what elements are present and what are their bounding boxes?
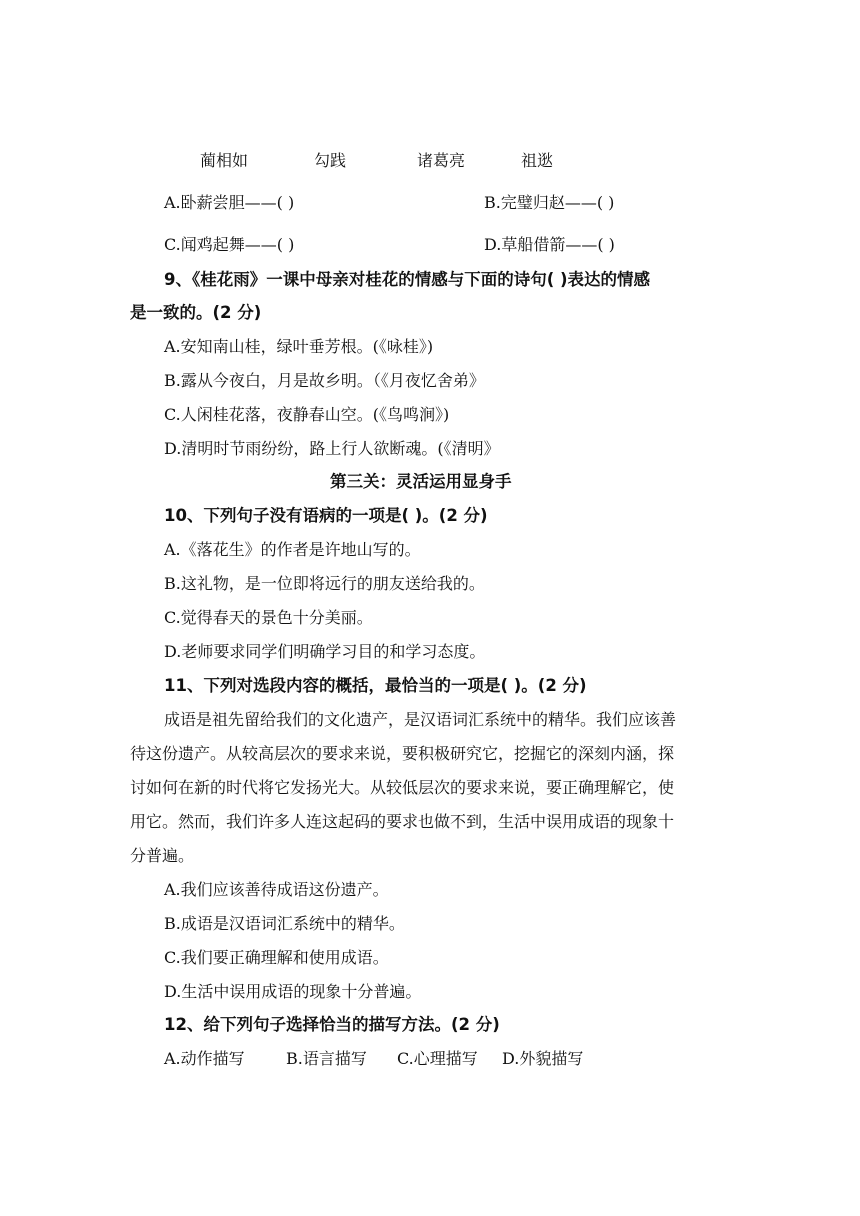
question-10-option: A.《落花生》的作者是许地山写的。: [164, 540, 421, 559]
question-10-option: D.老师要求同学们明确学习目的和学习态度。: [164, 642, 486, 661]
question-9-stem-line2: 是一致的。(2 分): [130, 303, 262, 322]
passage-line: 用它。然而，我们许多人连这起码的要求也做不到，生活中误用成语的现象十: [130, 812, 675, 831]
question-9-stem-line1: 9、《桂花雨》一课中母亲对桂花的情感与下面的诗句( )表达的情感: [164, 270, 651, 289]
question-12-option: B.语言描写: [286, 1049, 367, 1068]
question-9-option: C.人闲桂花落，夜静春山空。(《鸟鸣涧》): [164, 405, 450, 424]
question-9-option: D.清明时节雨纷纷，路上行人欲断魂。(《清明》: [164, 439, 500, 458]
question-10-option: B.这礼物，是一位即将远行的朋友送给我的。: [164, 574, 485, 593]
question-11-option: C.我们要正确理解和使用成语。: [164, 948, 389, 967]
idiom-match-d: D.草船借箭——( ): [484, 235, 615, 254]
question-12-option: C.心理描写: [397, 1049, 478, 1068]
question-10-stem: 10、下列句子没有语病的一项是( )。(2 分): [164, 506, 488, 525]
idiom-match-a: A.卧薪尝胆——( ): [164, 193, 295, 212]
question-11-stem: 11、下列对选段内容的概括，最恰当的一项是( )。(2 分): [164, 676, 587, 695]
name-option: 勾践: [314, 151, 347, 170]
question-12-option: D.外貌描写: [502, 1049, 584, 1068]
passage-line: 分普遍。: [130, 846, 195, 865]
question-11-option: B.成语是汉语词汇系统中的精华。: [164, 914, 405, 933]
question-9-option: B.露从今夜白，月是故乡明。（《月夜忆舍弟》: [164, 371, 485, 390]
question-9-option: A.安知南山桂，绿叶垂芳根。(《咏桂》): [164, 337, 434, 356]
passage-line: 成语是祖先留给我们的文化遗产，是汉语词汇系统中的精华。我们应该善: [164, 710, 677, 729]
idiom-match-c: C.闻鸡起舞——( ): [164, 235, 295, 254]
question-12-option: A.动作描写: [164, 1049, 245, 1068]
name-option: 祖逖: [521, 151, 554, 170]
question-10-option: C.觉得春天的景色十分美丽。: [164, 608, 373, 627]
question-11-option: A.我们应该善待成语这份遗产。: [164, 880, 389, 899]
name-option: 蔺相如: [200, 151, 249, 170]
question-12-stem: 12、给下列句子选择恰当的描写方法。(2 分): [164, 1015, 500, 1034]
passage-line: 待这份遗产。从较高层次的要求来说，要积极研究它，挖掘它的深刻内涵，探: [130, 744, 675, 763]
idiom-match-b: B.完璧归赵——( ): [484, 193, 615, 212]
name-option: 诸葛亮: [417, 151, 466, 170]
question-11-option: D.生活中误用成语的现象十分普遍。: [164, 982, 422, 1001]
passage-line: 讨如何在新的时代将它发扬光大。从较低层次的要求来说，要正确理解它，使: [130, 778, 675, 797]
section-title: 第三关：灵活运用显身手: [330, 472, 512, 491]
